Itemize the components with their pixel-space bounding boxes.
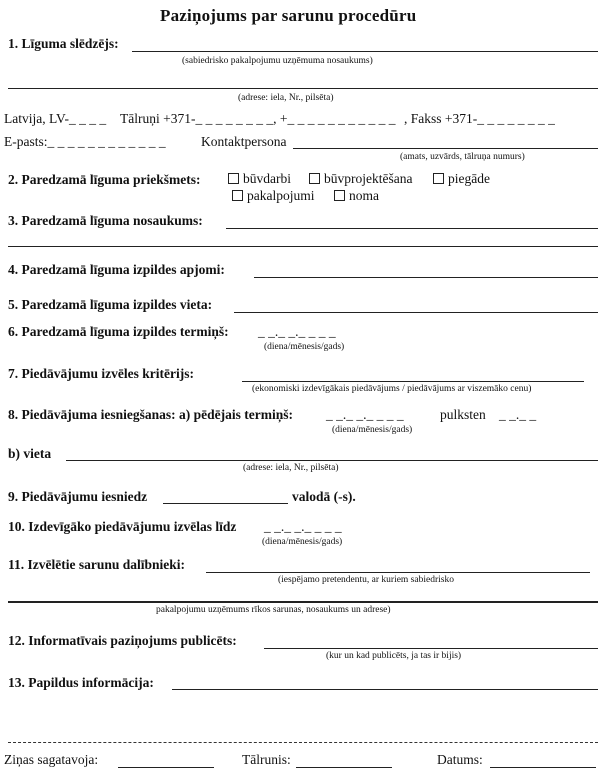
publication-label: 12. Informatīvais paziņojums publicēts: [8,633,237,648]
option-design[interactable]: būvprojektēšana [309,171,412,187]
postal-code-field[interactable]: Latvija, LV-_ _ _ _ [4,111,107,126]
address-hint: (adrese: iela, Nr., pilsēta) [238,93,334,103]
phone-field[interactable] [296,767,392,768]
submission-place-field[interactable] [66,460,598,461]
deadline-date-field[interactable]: _ _._ _._ _ _ _ [258,324,336,339]
checkbox-icon [334,190,345,201]
contact-person-hint: (amats, uzvārds, tālruņa numurs) [400,152,525,162]
address-field[interactable] [8,88,598,89]
publication-hint: (kur un kad publicēts, ja tas ir bijis) [326,651,462,661]
participants-hint-1: (iespējamo pretendentu, ar kuriem sabiedrisko [278,575,454,585]
email-field[interactable]: E-pasts:_ _ _ _ _ _ _ _ _ _ _ _ [4,134,166,149]
place-label: 5. Paredzamā līguma izpildes vieta: [8,297,213,312]
option-construction[interactable]: būvdarbi [228,171,291,187]
selection-deadline-label: 10. Izdevīgāko piedāvājumu izvēlas līdz [8,519,237,534]
contracting-party-hint: (sabiedrisko pakalpojumu uzņēmuma nosaukums) [182,56,373,66]
criteria-field[interactable] [242,381,584,382]
submission-time-field[interactable]: _ _._ _ [499,407,537,422]
contract-name-field[interactable] [226,228,598,229]
submission-place-hint: (adrese: iela, Nr., pilsēta) [243,463,339,473]
participants-hint-2: pakalpojumu uzņēmums rīkos sarunas, nosaukums un adrese) [156,605,391,615]
criteria-label: 7. Piedāvājumu izvēles kritērijs: [8,366,194,381]
phone-label: Tālrunis: [242,752,291,767]
selection-date-hint: (diena/mēnesis/gads) [262,537,343,547]
dashed-divider [8,742,598,743]
place-field[interactable] [234,312,598,313]
submission-date-field[interactable]: _ _._ _._ _ _ _ [326,407,404,422]
option-lease[interactable]: noma [334,188,379,204]
option-supply[interactable]: piegāde [433,171,490,187]
date-label: Datums: [437,752,483,767]
participants-label: 11. Izvēlētie sarunu dalībnieki: [8,557,186,572]
contracting-party-label: 1. Līguma slēdzējs: [8,36,119,51]
additional-info-field[interactable] [172,689,598,690]
language-suffix: valodā (-s). [292,489,356,504]
option-services[interactable]: pakalpojumi [232,188,315,204]
contact-person-field[interactable] [293,148,598,149]
submission-date-hint: (diena/mēnesis/gads) [332,425,413,435]
scope-field[interactable] [254,277,598,278]
publication-field[interactable] [264,648,598,649]
checkbox-icon [232,190,243,201]
fax-field[interactable]: , Fakss +371-_ _ _ _ _ _ _ _ [404,111,555,126]
contract-name-field-2[interactable] [8,246,598,247]
deadline-label: 6. Paredzamā līguma izpildes termiņš: [8,324,229,339]
contract-name-label: 3. Paredzamā līguma nosaukums: [8,213,203,228]
criteria-hint: (ekonomiski izdevīgākais piedāvājums / piedāvājums ar viszemāko cenu) [252,384,532,394]
checkbox-icon [309,173,320,184]
date-field[interactable] [490,767,596,768]
language-field[interactable] [163,503,288,504]
language-label: 9. Piedāvājumu iesniedz [8,489,148,504]
selection-date-field[interactable]: _ _._ _._ _ _ _ [264,519,342,534]
prepared-by-label: Ziņas sagatavoja: [4,752,99,767]
checkbox-icon [228,173,239,184]
page-title: Paziņojums par sarunu procedūru [160,6,417,25]
contracting-party-field[interactable] [132,51,598,52]
submission-place-label: b) vieta [8,446,52,461]
additional-info-label: 13. Papildus informācija: [8,675,154,690]
participants-field-2[interactable] [8,601,598,603]
time-label: pulksten [440,407,486,422]
participants-field[interactable] [206,572,590,573]
phones-field[interactable]: Tālruņi +371-_ _ _ _ _ _ _ _, +_ _ _ _ _ _ _ _ _ _ _ [120,111,396,126]
subject-label: 2. Paredzamā līguma priekšmets: [8,172,201,187]
checkbox-icon [433,173,444,184]
contact-person-label: Kontaktpersona [201,134,287,149]
scope-label: 4. Paredzamā līguma izpildes apjomi: [8,262,225,277]
prepared-by-field[interactable] [118,767,214,768]
submission-label: 8. Piedāvājuma iesniegšanas: a) pēdējais termiņš: [8,407,293,422]
deadline-hint: (diena/mēnesis/gads) [264,342,345,352]
